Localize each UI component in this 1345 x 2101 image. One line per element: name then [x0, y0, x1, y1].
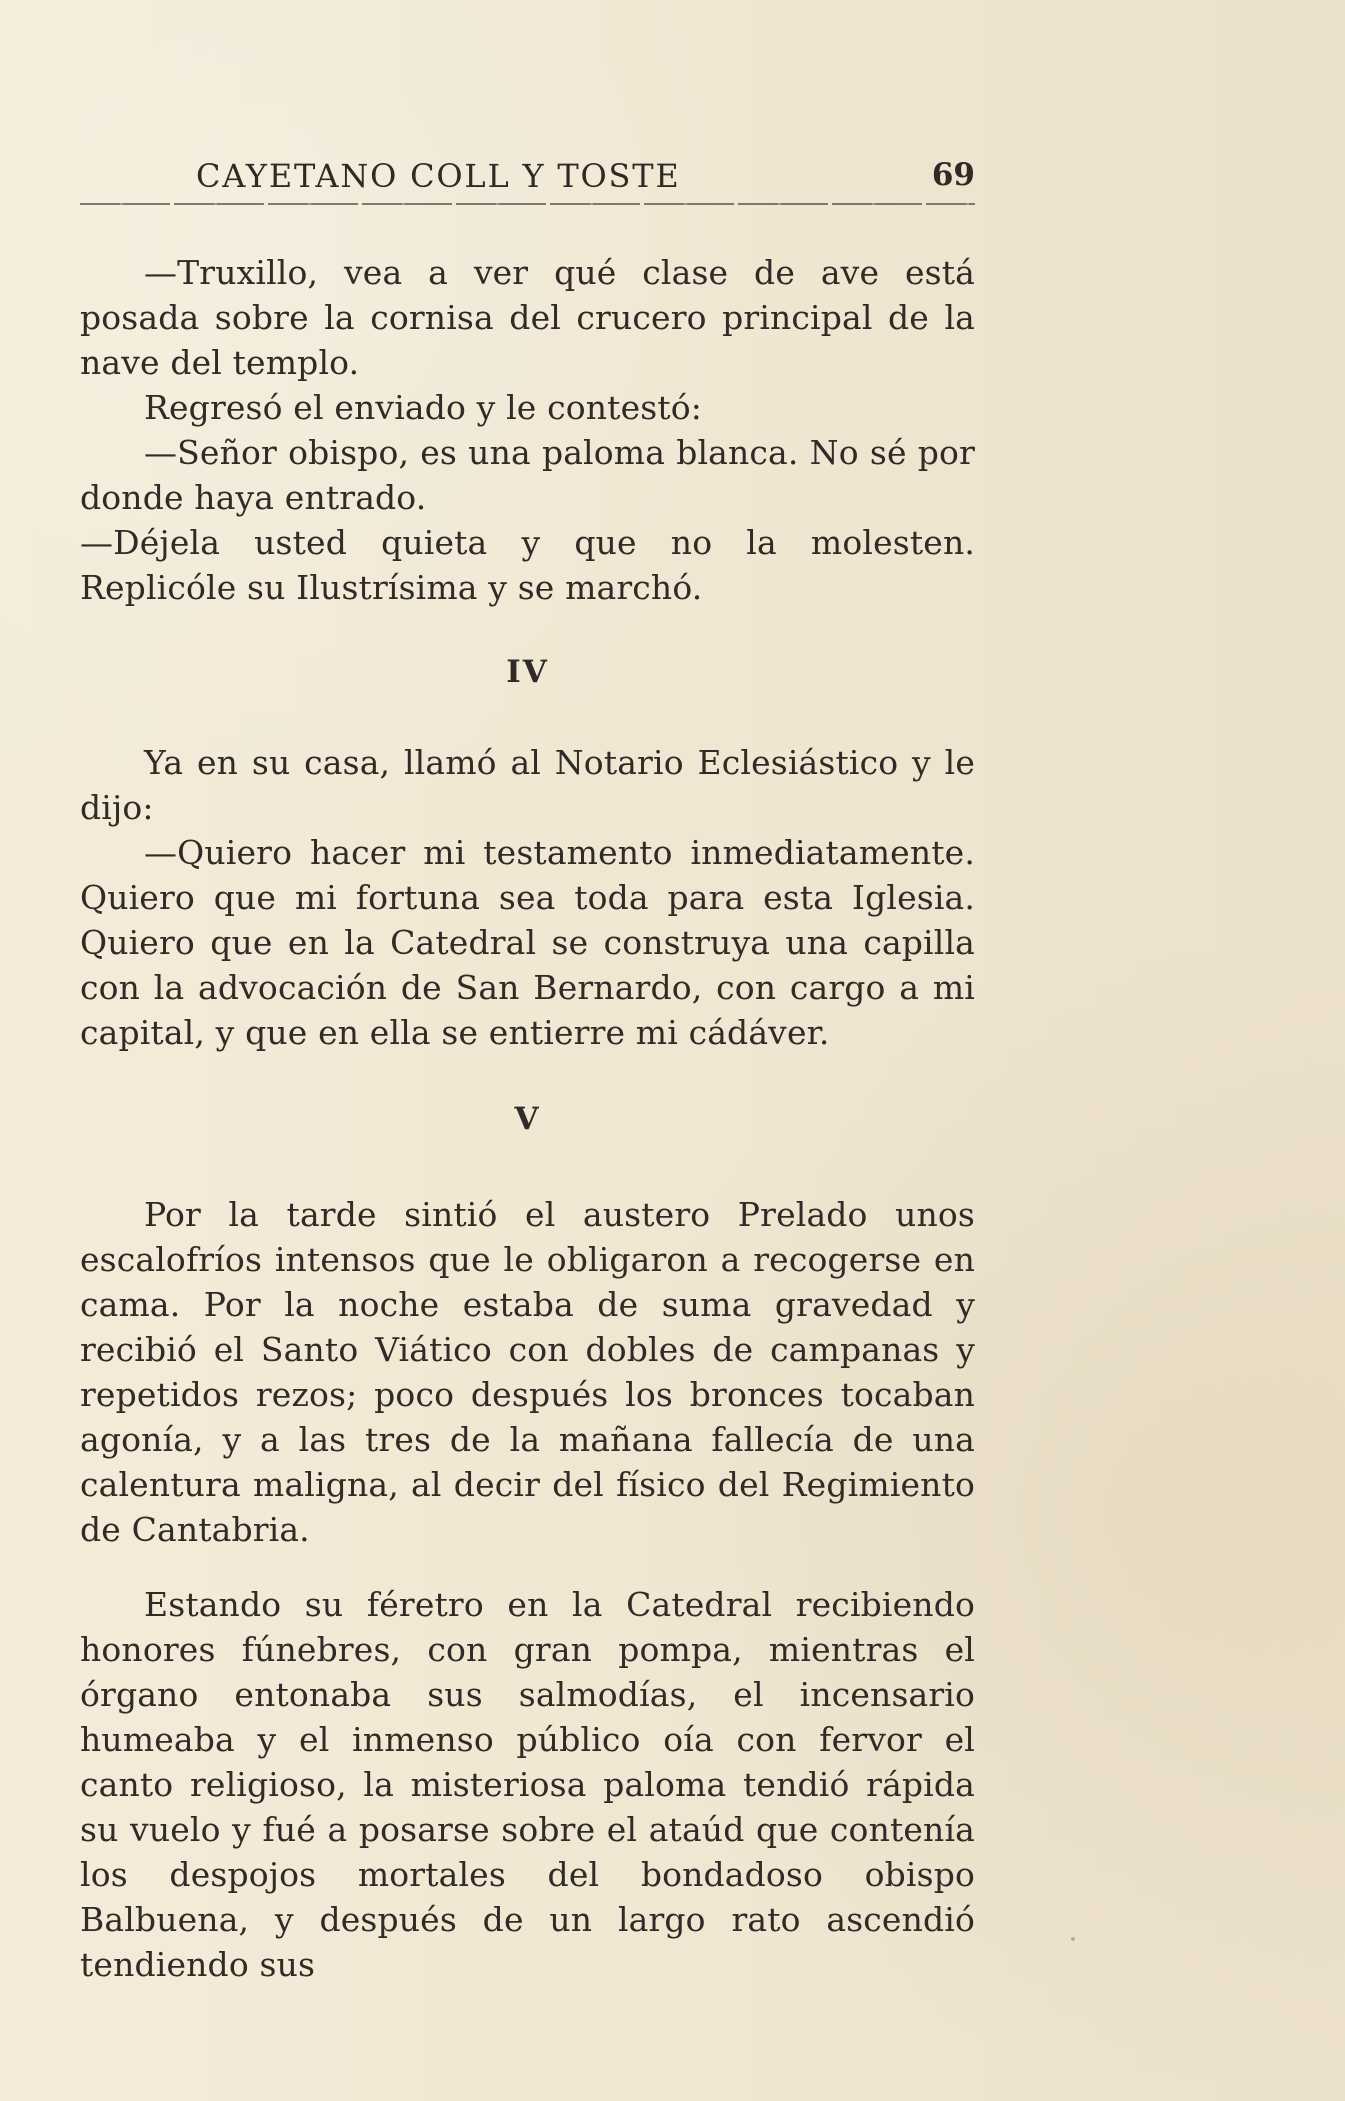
- paragraph-white-dove: —Señor obispo, es una paloma blanca. No sé por donde haya entrado.: [80, 433, 975, 517]
- header-rule: [80, 203, 975, 205]
- paragraph-death-of-prelate: Por la tarde sintió el austero Prelado unos escalofríos intensos que le obligaron a recogerse en cama. Por la noche estaba de suma gravedad y recibió el Santo Viático con dobles de campanas y repetidos rezos; poco después los bronces tocaban agonía, y a las tres de la mañana fallecía de una calentura maligna, al decir del físico del Regimiento de Cantabria.: [80, 1195, 975, 1549]
- paragraph-spacing: [80, 1552, 975, 1582]
- section-spacing: [80, 610, 975, 650]
- section-heading-v: V: [514, 1101, 541, 1137]
- page-header: [80, 157, 975, 197]
- paragraph-messenger-reply: Regresó el enviado y le contestó:: [144, 388, 703, 427]
- paragraph-funeral-dove: Estando su féretro en la Catedral recibiendo honores fúnebres, con gran pompa, mientras el órgano entonaba sus salmodías, el incensario humeaba y el inmenso público oía con fervor el canto religioso, la misteriosa paloma tendió rápida su vuelo y fué a posarse sobre el ataúd que contenía los despojos mortales del bondadoso obispo Balbuena, y después de un largo rato ascendió tendiendo sus: [80, 1585, 975, 1984]
- section-spacing: [80, 695, 975, 740]
- paragraph-leave-it: —Déjela usted quieta y que no la molesten. Replicóle su Ilustrísima y se marchó.: [80, 523, 975, 607]
- section-spacing: [80, 1142, 975, 1192]
- paper-smudge: [1071, 1937, 1075, 1941]
- paragraph-testament: —Quiero hacer mi testamento inmediatamente. Quiero que mi fortuna sea toda para esta Iglesia. Quiero que en la Catedral se construya una capilla con la advocación de San Bernardo, con cargo a mi capital, y que en ella se entierre mi cádáver.: [80, 833, 975, 1052]
- paragraph-dialogue-truxillo: —Truxillo, vea a ver qué clase de ave está posada sobre la cornisa del crucero principal de la nave del templo.: [80, 253, 975, 382]
- paragraph-notary: Ya en su casa, llamó al Notario Eclesiástico y le dijo:: [80, 743, 975, 827]
- section-spacing: [80, 1055, 975, 1097]
- running-title: CAYETANO COLL Y TOSTE: [196, 157, 681, 195]
- section-heading-iv: IV: [506, 654, 549, 690]
- page-body: [80, 250, 975, 1987]
- page-number: 69: [931, 157, 975, 193]
